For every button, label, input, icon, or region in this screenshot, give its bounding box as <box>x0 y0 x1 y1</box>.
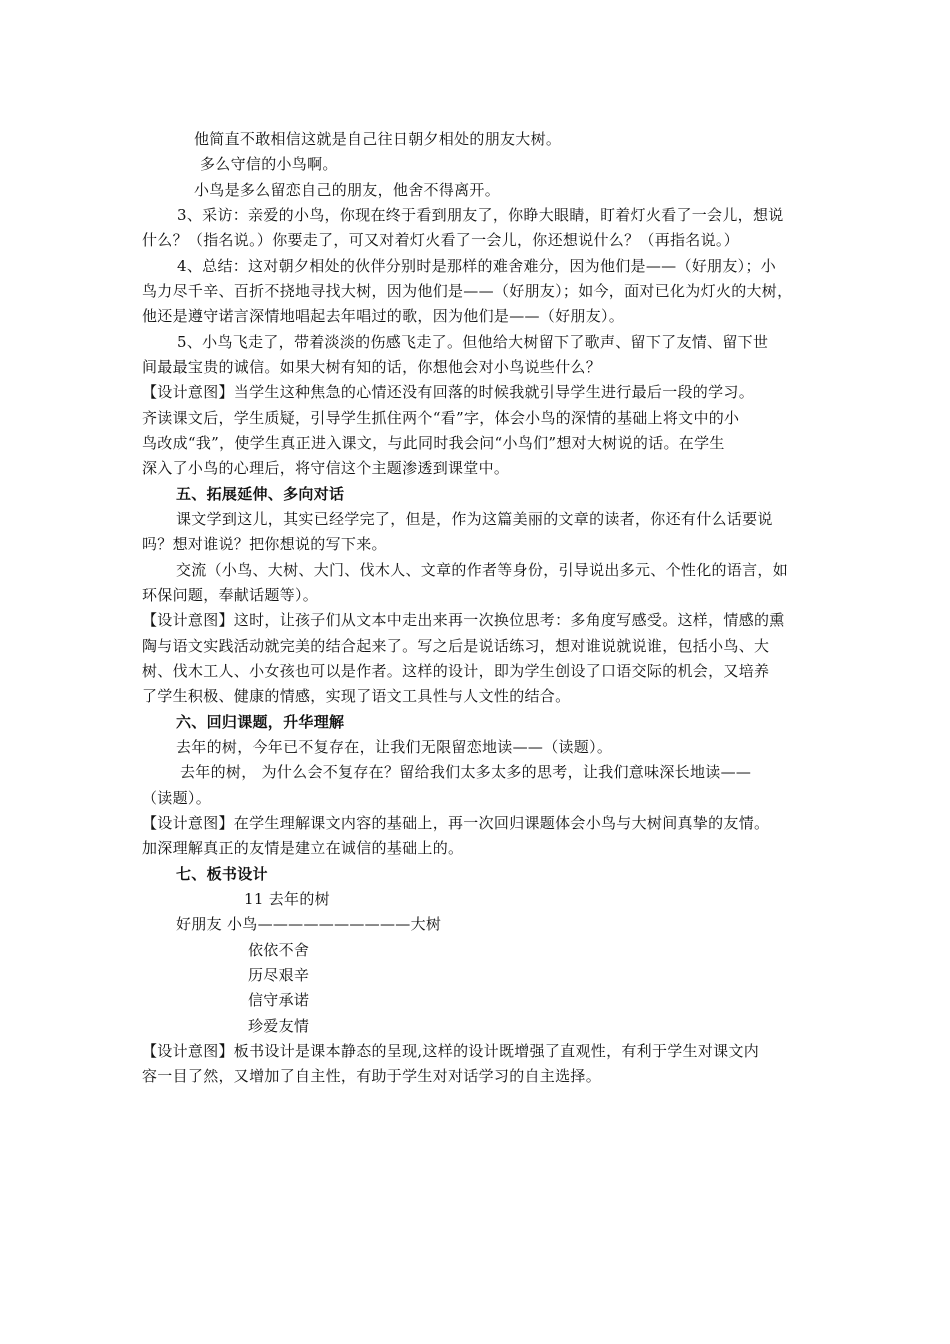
text-line: 好朋友 小鸟——————————大树 <box>176 915 442 933</box>
text-line: 树、伐木工人、小女孩也可以是作者。这样的设计，即为学生创设了口语交际的机会，又培养 <box>142 662 770 680</box>
text-line: 什么？（指名说。）你要走了，可又对着灯火看了一会儿，你还想说什么？（再指名说。） <box>142 231 740 249</box>
text-line: 间最最宝贵的诚信。如果大树有知的话，你想他会对小鸟说些什么？ <box>142 358 602 376</box>
text-line: 课文学到这儿，其实已经学完了，但是，作为这篇美丽的文章的读者，你还有什么话要说 <box>176 510 773 528</box>
text-line: 历尽艰辛 <box>248 966 310 984</box>
text-line: 深入了小鸟的心理后，将守信这个主题渗透到课堂中。 <box>142 459 510 477</box>
text-line: 去年的树，今年已不复存在，让我们无限留恋地读——（读题）。 <box>176 738 613 756</box>
text-line: 他简直不敢相信这就是自己往日朝夕相处的朋友大树。 <box>194 130 562 148</box>
text-line: 【设计意图】板书设计是课本静态的呈现,这样的设计既增强了直观性，有利于学生对课文内 <box>142 1042 760 1060</box>
section-heading: 六、回归课题，升华理解 <box>176 713 345 731</box>
text-line: 加深理解真正的友情是建立在诚信的基础上的。 <box>142 839 464 857</box>
section-heading: 五、拓展延伸、多向对话 <box>176 485 345 503</box>
text-line: 11 去年的树 <box>244 890 330 908</box>
text-line: 交流（小鸟、大树、大门、伐木人、文章的作者等身份，引导说出多元、个性化的语言，如 <box>176 561 789 579</box>
text-line: （读题）。 <box>142 789 212 807</box>
text-line: 陶与语文实践活动就完美的结合起来了。写之后是说话练习，想对谁说就说谁，包括小鸟、大 <box>142 637 770 655</box>
text-line: 信守承诺 <box>248 991 310 1009</box>
text-line: 珍爱友情 <box>248 1017 310 1035</box>
text-line: 5、小鸟飞走了，带着淡淡的伤感飞走了。但他给大树留下了歌声、留下了友情、留下世 <box>177 333 769 351</box>
text-line: 4、总结：这对朝夕相处的伙伴分别时是那样的难舍难分，因为他们是——（好朋友）；小 <box>177 257 777 275</box>
text-line: 依依不舍 <box>248 941 310 959</box>
text-line: 他还是遵守诺言深情地唱起去年唱过的歌，因为他们是——（好朋友）。 <box>142 307 625 325</box>
text-line: 多么守信的小鸟啊。 <box>200 155 338 173</box>
text-line: 3、采访：亲爱的小鸟，你现在终于看到朋友了，你睁大眼睛，盯着灯火看了一会儿，想说 <box>177 206 784 224</box>
text-line: 去年的树， 为什么会不复存在？留给我们太多太多的思考，让我们意味深长地读—— <box>180 763 752 781</box>
text-line: 【设计意图】在学生理解课文内容的基础上，再一次回归课题体会小鸟与大树间真挚的友情。 <box>142 814 770 832</box>
text-line: 了学生积极、健康的情感，实现了语文工具性与人文性的结合。 <box>142 687 571 705</box>
text-line: 吗？想对谁说？把你想说的写下来。 <box>142 535 387 553</box>
text-line: 鸟力尽千辛、百折不挠地寻找大树，因为他们是——（好朋友）；如今，面对已化为灯火的大树， <box>142 282 793 300</box>
text-line: 小鸟是多么留恋自己的朋友，他舍不得离开。 <box>194 181 501 199</box>
text-line: 鸟改成“我”，使学生真正进入课文，与此同时我会问“小鸟们”想对大树说的话。在学生 <box>142 434 725 452</box>
text-line: 【设计意图】这时，让孩子们从文本中走出来再一次换位思考：多角度写感受。这样，情感的熏 <box>142 611 785 629</box>
text-line: 容一目了然，又增加了自主性，有助于学生对对话学习的自主选择。 <box>142 1067 602 1085</box>
text-line: 环保问题，奉献话题等）。 <box>142 586 319 604</box>
section-heading: 七、板书设计 <box>176 865 268 883</box>
text-line: 齐读课文后，学生质疑，引导学生抓住两个“看”字，体会小鸟的深情的基础上将文中的小 <box>142 409 740 427</box>
text-line: 【设计意图】当学生这种焦急的心情还没有回落的时候我就引导学生进行最后一段的学习。 <box>142 383 755 401</box>
